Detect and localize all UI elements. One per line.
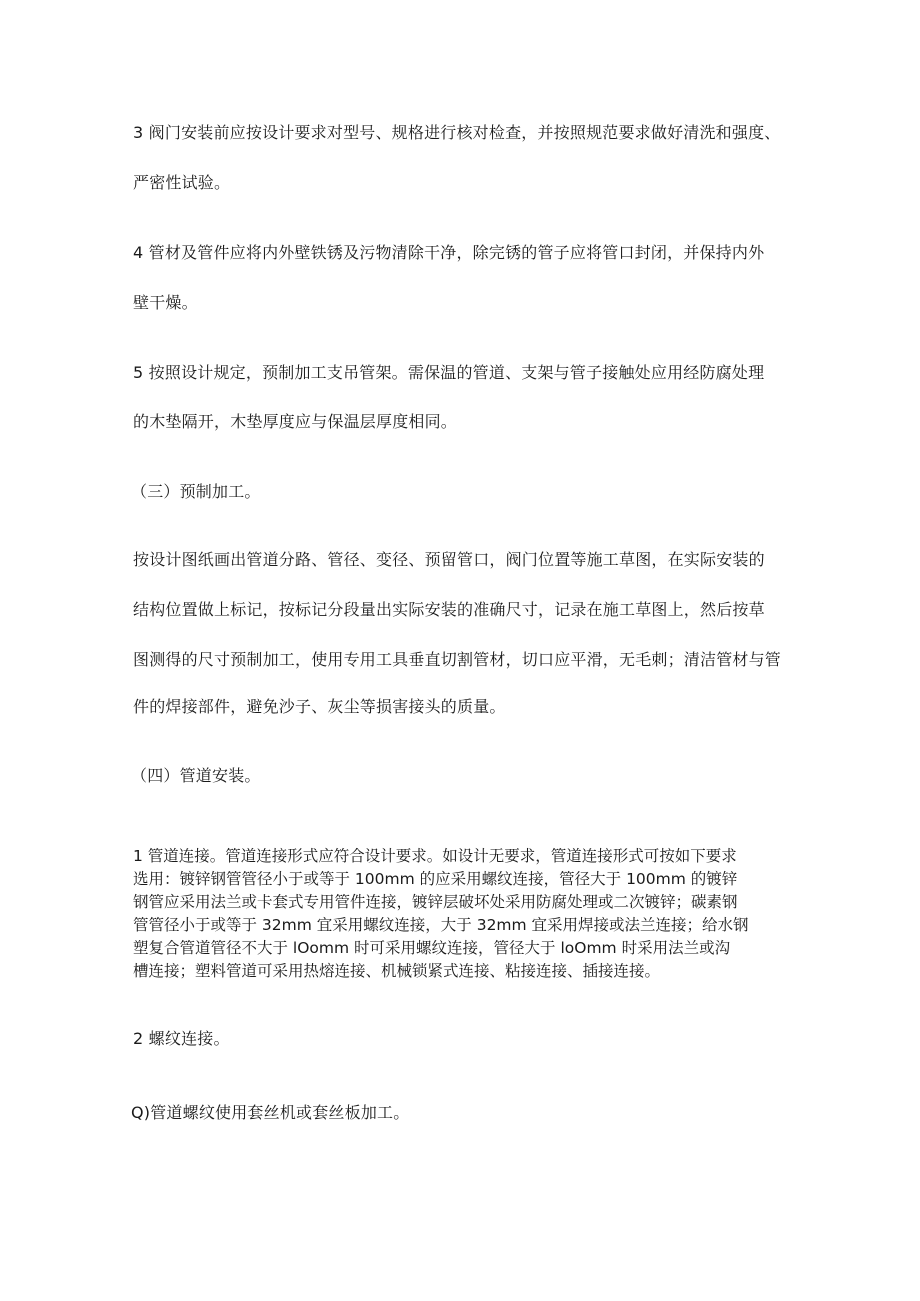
- text-line: 件的焊接部件，避免沙子、灰尘等损害接头的质量。: [133, 697, 506, 716]
- text-line: 1 管道连接。管道连接形式应符合设计要求。如设计无要求，管道连接形式可按如下要求: [133, 847, 737, 865]
- text-line: 4 管材及管件应将内外壁铁锈及污物清除干净，除完锈的管子应将管口封闭，并保持内外: [133, 243, 765, 262]
- heading-text: （三）预制加工。: [131, 482, 261, 501]
- text-line: 2 螺纹连接。: [133, 1029, 230, 1048]
- text-line: 壁干燥。: [133, 293, 198, 312]
- text-line: 5 按照设计规定，预制加工支吊管架。需保温的管道、支架与管子接触处应用经防腐处理: [133, 363, 765, 382]
- text-line: 钢管应采用法兰或卡套式专用管件连接，镀锌层破坏处采用防腐处理或二次镀锌；碳素钢: [133, 893, 738, 911]
- text-line: Q)管道螺纹使用套丝机或套丝板加工。: [131, 1103, 410, 1122]
- heading-text: （四）管道安装。: [131, 766, 261, 785]
- text-line: 3 阀门安装前应按设计要求对型号、规格进行核对检查，并按照规范要求做好清洗和强度、: [133, 123, 781, 142]
- text-line: 选用：镀锌钢管管径小于或等于 100mm 的应采用螺纹连接，管径大于 100mm 的镀锌: [133, 870, 738, 888]
- text-line: 严密性试验。: [133, 173, 231, 192]
- text-line: 结构位置做上标记，按标记分段量出实际安装的准确尺寸，记录在施工草图上，然后按草: [133, 600, 765, 619]
- text-line: 槽连接；塑料管道可采用热熔连接、机械锁紧式连接、粘接连接、插接连接。: [133, 962, 661, 980]
- text-line: 按设计图纸画出管道分路、管径、变径、预留管口，阀门位置等施工草图，在实际安装的: [133, 550, 765, 569]
- text-line: 管管径小于或等于 32mm 宜采用螺纹连接，大于 32mm 宜采用焊接或法兰连接；给水钢: [133, 916, 749, 934]
- text-line: 的木垫隔开，木垫厚度应与保温层厚度相同。: [133, 412, 458, 431]
- text-line: 图测得的尺寸预制加工，使用专用工具垂直切割管材，切口应平滑，无毛刺；清洁管材与管: [133, 650, 782, 669]
- text-line: 塑复合管道管径不大于 lOomm 时可采用螺纹连接，管径大于 loOmm 时采用法兰或沟: [133, 939, 731, 957]
